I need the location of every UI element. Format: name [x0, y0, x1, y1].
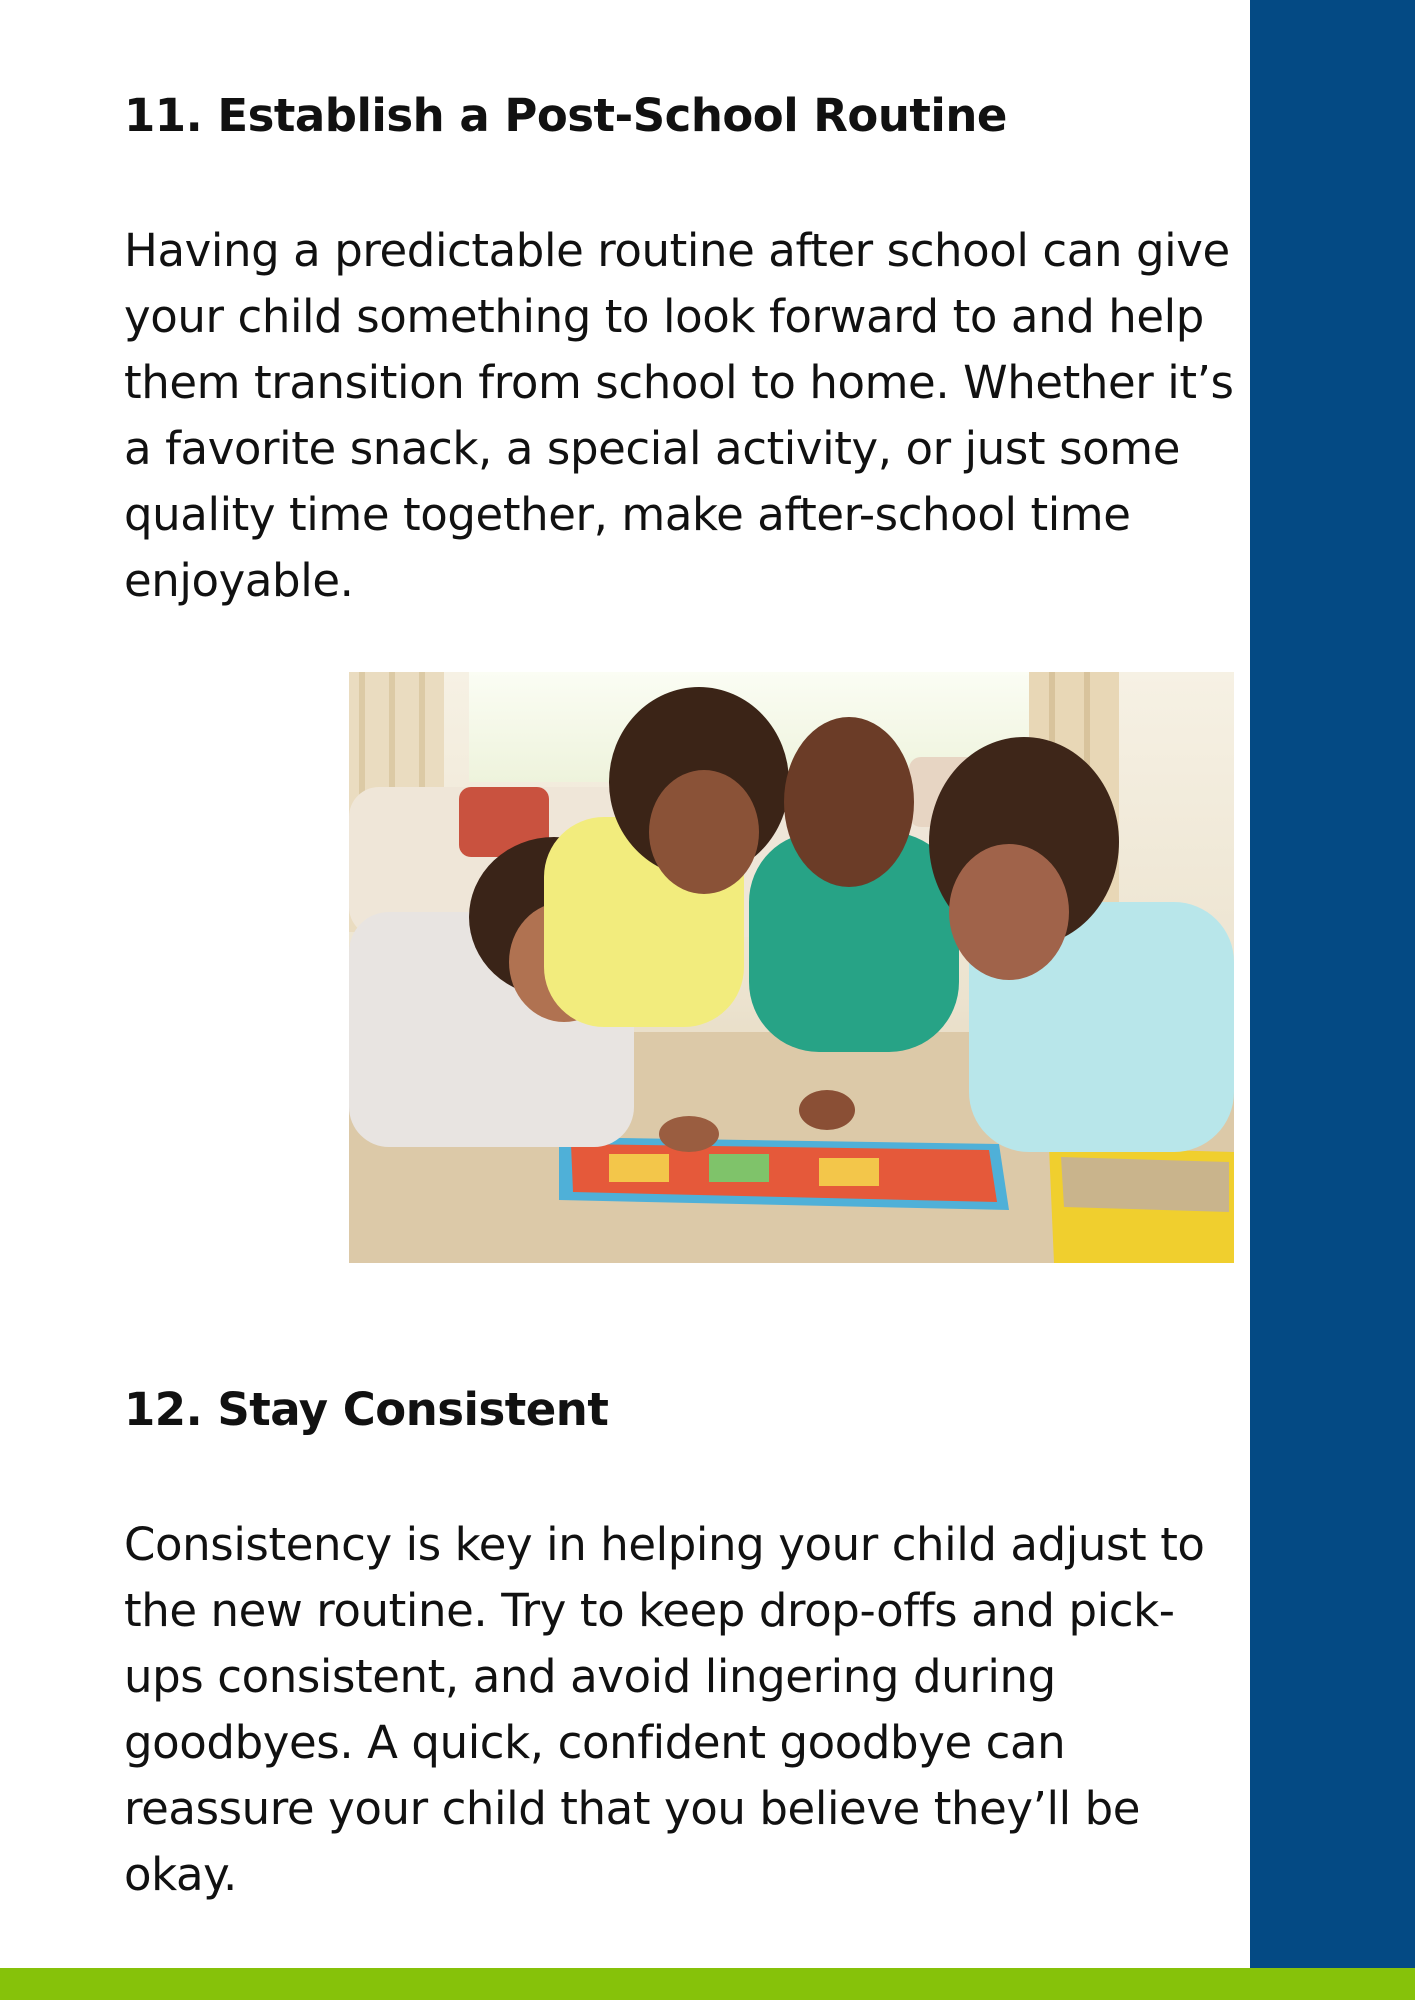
section-11-body: Having a predictable routine after school can give your child something to look forward to and help them transition from school to home. Whether it’s a favorite snack, a special activity, or just some quality time together, make after-school time enjoyable. — [124, 224, 1234, 607]
section-11-heading: 11. Establish a Post-School Routine — [124, 89, 1007, 142]
green-footer-bar — [0, 1968, 1415, 2000]
blue-sidebar — [1250, 0, 1415, 1968]
family-board-game-photo — [349, 672, 1234, 1263]
section-12-heading: 12. Stay Consistent — [124, 1383, 609, 1436]
section-12-body: Consistency is key in helping your child adjust to the new routine. Try to keep drop-offs and pick-ups consistent, and avoid lingering during goodbyes. A quick, confident goodbye can reassure your child that you believe they’ll be okay. — [124, 1518, 1205, 1901]
